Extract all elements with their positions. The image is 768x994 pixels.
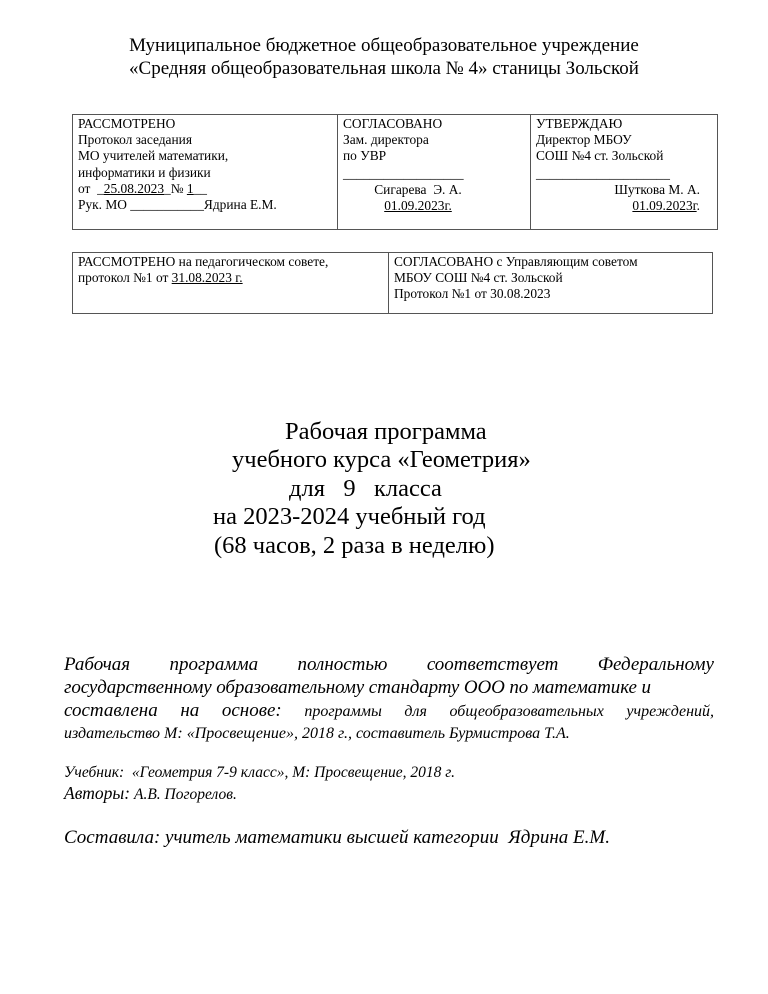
title-line4: на 2023-2024 учебный год bbox=[213, 503, 486, 530]
description-word: составлена bbox=[64, 700, 158, 721]
pedagogical-date: 31.08.2023 г. bbox=[171, 270, 243, 286]
authors-line bbox=[64, 783, 714, 805]
reviewed-date: 25.08.2023 bbox=[103, 180, 165, 196]
description-word: учреждений, bbox=[626, 703, 715, 720]
reviewed-line3: МО учителей математики, bbox=[78, 148, 229, 164]
description-word: для bbox=[404, 703, 427, 720]
textbook-line: Учебник: «Геометрия 7-9 класс», М: Просвещение, 2018 г. bbox=[64, 764, 455, 781]
approved-line3: СОШ №4 ст. Зольской bbox=[536, 148, 664, 164]
title-line5: (68 часов, 2 раза в неделю) bbox=[214, 532, 495, 559]
approval-col-reviewed bbox=[73, 115, 338, 230]
description-line3 bbox=[64, 699, 714, 722]
title-line3: для 9 класса bbox=[289, 475, 442, 502]
agreed-title: СОГЛАСОВАНО bbox=[343, 116, 443, 131]
approval-col-approved bbox=[531, 115, 718, 230]
reviewed-head-signature: Рук. МО ___________Ядрина Е.М. bbox=[78, 197, 277, 213]
reviewed-num-prefix: _№ bbox=[164, 180, 187, 196]
agreed-signature-line: __________________ bbox=[343, 165, 464, 181]
description-word: соответствует bbox=[426, 654, 559, 675]
title-line1: Рабочая программа bbox=[285, 418, 487, 445]
pedagogical-protocol: протокол №1 от bbox=[78, 270, 172, 286]
agreed-name: Сигарева Э. А. bbox=[374, 181, 462, 197]
agreed-line2: Зам. директора bbox=[343, 132, 429, 148]
program-description bbox=[64, 653, 714, 745]
approved-date: 01.09.2023г bbox=[632, 198, 697, 214]
compiler-info: Составила: учитель математики высшей категории Ядрина Е.М. bbox=[64, 827, 610, 848]
agreed-date-wrap bbox=[343, 198, 493, 214]
approved-title: УТВЕРЖДАЮ bbox=[536, 116, 623, 131]
school-header bbox=[0, 34, 768, 80]
approved-date-suffix: . bbox=[696, 198, 700, 214]
textbook-info bbox=[64, 762, 714, 805]
approved-line2: Директор МБОУ bbox=[536, 132, 632, 148]
reviewed-line2: Протокол заседания bbox=[78, 132, 192, 148]
school-name-line2: «Средняя общеобразовательная школа № 4» станицы Зольской bbox=[129, 58, 639, 79]
description-line4: издательство М: «Просвещение», 2018 г., составитель Бурмистрова Т.А. bbox=[64, 725, 570, 742]
reviewed-title: РАССМОТРЕНО bbox=[78, 116, 176, 131]
authors-value: А.В. Погорелов. bbox=[130, 786, 237, 803]
approval-table bbox=[72, 114, 718, 230]
agreed-line3: по УВР bbox=[343, 148, 387, 164]
reviewed-date-line bbox=[78, 181, 332, 197]
description-word: основе: bbox=[221, 700, 282, 721]
authors-label: Авторы: bbox=[64, 783, 131, 803]
pedagogical-line2 bbox=[78, 270, 383, 286]
description-word: общеобразовательных bbox=[449, 703, 604, 720]
managing-line1: СОГЛАСОВАНО с Управляющим советом bbox=[394, 254, 638, 269]
description-word: программы bbox=[304, 703, 382, 720]
description-line2: государственному образовательному стандарту ООО по математике и bbox=[64, 677, 651, 698]
reviewed-date-prefix: от _ bbox=[78, 180, 104, 196]
managing-line2: МБОУ СОШ №4 ст. Зольской bbox=[394, 270, 563, 286]
approved-name: Шуткова М. А. bbox=[614, 181, 700, 197]
approved-date-wrap bbox=[536, 198, 712, 214]
description-word: на bbox=[180, 700, 200, 721]
reviewed-num-suffix: __ bbox=[193, 180, 207, 196]
council-col-pedagogical bbox=[73, 253, 389, 314]
approval-col-agreed bbox=[338, 115, 531, 230]
school-name-line1: Муниципальное бюджетное общеобразовательное учреждение bbox=[129, 35, 639, 56]
pedagogical-line1: РАССМОТРЕНО на педагогическом совете, bbox=[78, 254, 329, 269]
managing-line3: Протокол №1 от 30.08.2023 bbox=[394, 286, 551, 302]
agreed-date: 01.09.2023г. bbox=[384, 198, 452, 214]
council-table bbox=[72, 252, 713, 314]
approved-signature-line: ____________________ bbox=[536, 165, 670, 181]
description-word: Федеральному bbox=[597, 654, 714, 675]
title-line2: учебного курса «Геометрия» bbox=[232, 446, 531, 473]
description-line1 bbox=[64, 653, 714, 676]
council-col-managing bbox=[389, 253, 713, 314]
reviewed-num: 1 bbox=[186, 180, 194, 196]
description-word: программа bbox=[169, 654, 259, 675]
description-word: полностью bbox=[297, 654, 388, 675]
reviewed-line4: информатики и физики bbox=[78, 164, 211, 180]
description-word: Рабочая bbox=[64, 654, 131, 675]
